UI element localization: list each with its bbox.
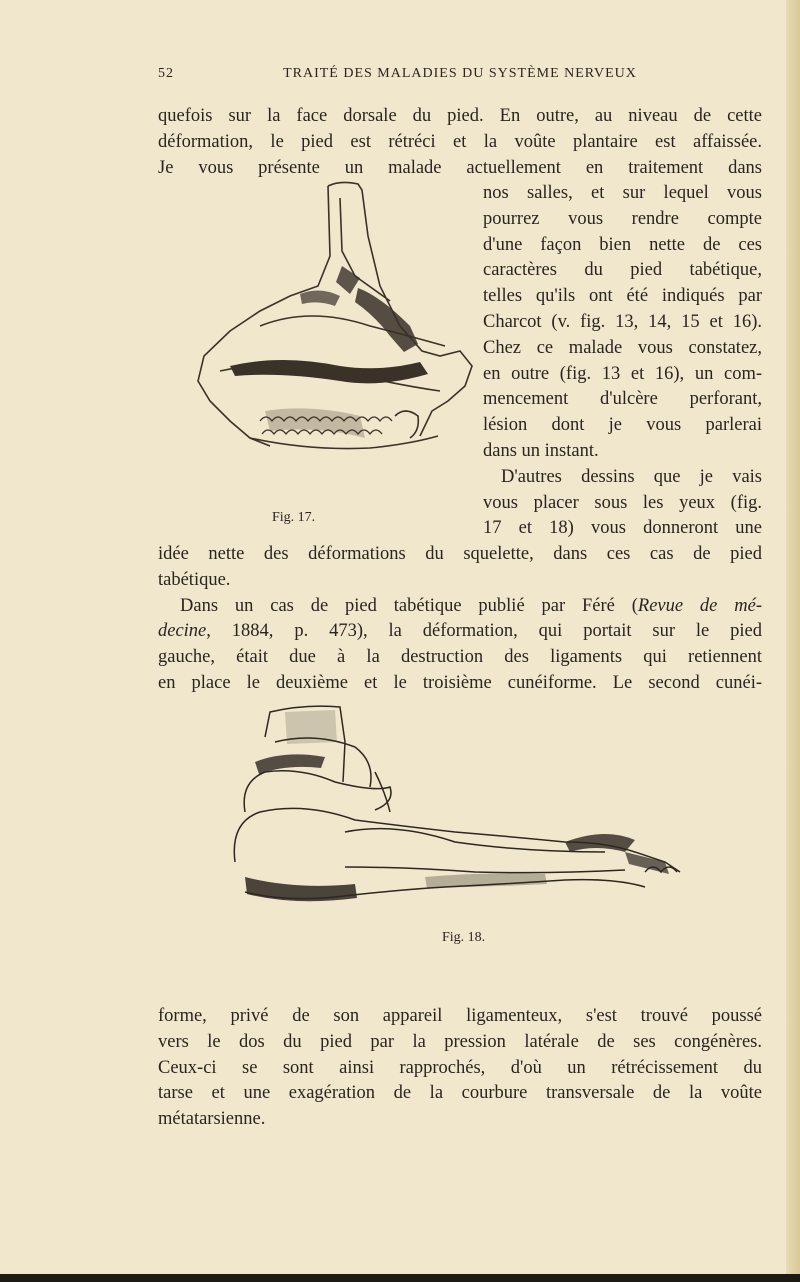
text-line: caractères du pied tabétique, [483, 260, 762, 281]
text-line [158, 594, 762, 620]
text-line: idée nette des déformations du squelette, dans ces cas de pied [158, 544, 762, 564]
figure-18-skeleton-drawing [225, 702, 705, 927]
text-line: déformation, le pied est rétréci et la voûte plantaire est affaissée. [158, 131, 762, 152]
text-line: d'une façon bien nette de ces [483, 234, 762, 255]
text-line: 17 et 18) vous donneront une [483, 518, 762, 539]
text-line: vers le dos du pied par la pression latérale de ses congénères. [158, 1031, 762, 1052]
text-beside-figure-17 [483, 181, 762, 542]
paragraph-3 [158, 1004, 762, 1133]
page-edge-shadow [786, 0, 800, 1282]
text-line: nos salles, et sur lequel vous [483, 183, 762, 203]
page-number: 52 [158, 66, 174, 81]
running-title: TRAITÉ DES MALADIES DU SYSTÈME NERVEUX [283, 66, 637, 81]
scan-bottom-edge [0, 1274, 800, 1282]
text-line [158, 619, 762, 645]
text-line: dans un instant. [483, 440, 599, 461]
running-header [158, 66, 762, 88]
text-line: Je vous présente un malade actuellement en traitement dans [158, 157, 762, 178]
text-line: métatarsienne. [158, 1109, 266, 1130]
text-line: tarse et une exagération de la courbure transversale de la voûte [158, 1083, 762, 1104]
text-span: Dans un cas de pied tabétique publié par Féré ( [180, 595, 638, 616]
figure-18-caption: Fig. 18. [442, 930, 486, 945]
text-line: Ceux-ci se sont ainsi rapprochés, d'où un rétrécissement du [158, 1057, 762, 1078]
text-line: en outre (fig. 13 et 16), un com- [483, 363, 762, 384]
text-line: quefois sur la face dorsale du pied. En outre, au niveau de cette [158, 106, 762, 126]
text-line: D'autres dessins que je vais [501, 466, 762, 487]
text-line: gauche, était due à la destruction des ligaments qui retiennent [158, 647, 762, 668]
citation-title-cont: decine [158, 621, 207, 642]
citation-title: Revue de mé- [637, 595, 762, 616]
text-line: mencement d'ulcère perforant, [483, 389, 762, 410]
text-line: forme, privé de son appareil ligamenteux, s'est trouvé poussé [158, 1006, 762, 1026]
text-line: vous placer sous les yeux (fig. [483, 492, 762, 513]
text-line: Charcot (v. fig. 13, 14, 15 et 16). [483, 311, 762, 332]
text-line: lésion dont je vous parlerai [483, 415, 762, 436]
text-line: pourrez vous rendre compte [483, 208, 762, 229]
figure-17-foot-drawing [190, 176, 480, 468]
text-span: , 1884, p. 473), la déformation, qui portait sur le pied [206, 621, 762, 642]
text-line: Chez ce malade vous constatez, [483, 337, 762, 358]
figure-17-caption: Fig. 17. [272, 510, 316, 525]
paragraph-1-end-and-2 [158, 542, 762, 697]
text-line: tabétique. [158, 569, 231, 590]
paragraph-1-top [158, 104, 762, 181]
text-line: telles qu'ils ont été indiqués par [483, 286, 762, 307]
text-line: en place le deuxième et le troisième cunéiforme. Le second cunéi- [158, 672, 762, 693]
